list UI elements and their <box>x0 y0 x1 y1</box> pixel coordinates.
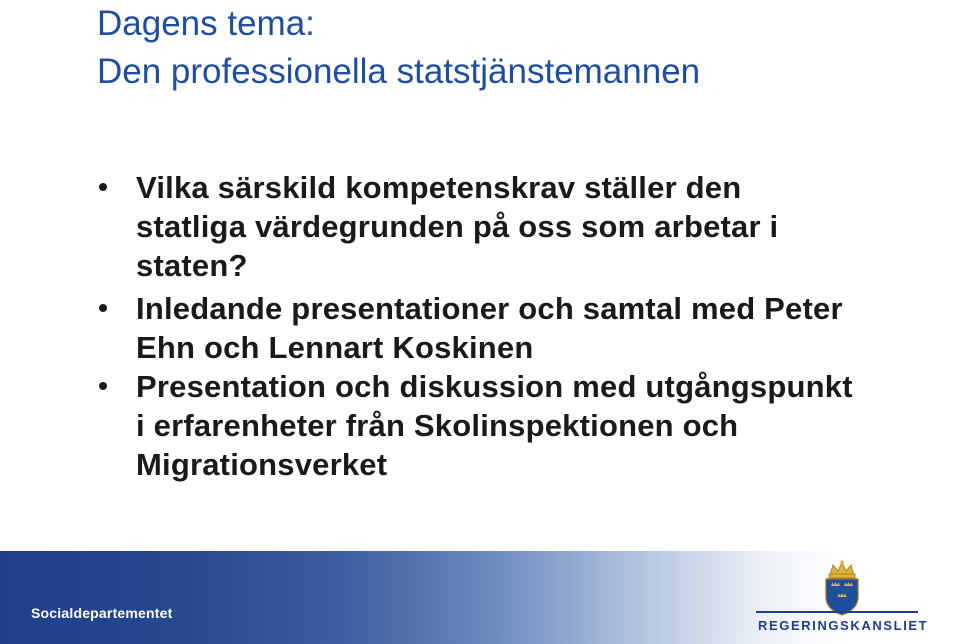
three-crowns-crest-icon <box>814 559 870 623</box>
bullet-item <box>97 367 857 484</box>
bullet-text: Presentation och diskussion med utgångspunkt i erfarenheter från Skolinspektionen och Migrationsverket <box>136 369 853 482</box>
slide-title-line2: Den professionella statstjänstemannen <box>97 52 701 91</box>
bullet-text: Vilka särskild kompetenskrav ställer den statliga värdegrunden på oss som arbetar i staten? <box>136 170 779 283</box>
bullet-dot <box>99 304 107 312</box>
footer-band <box>0 551 960 644</box>
logo-wordmark: REGERINGSKANSLIET <box>758 618 929 633</box>
logo-divider <box>756 611 918 613</box>
bullet-dot <box>99 382 107 390</box>
slide-title-line1: Dagens tema: <box>97 4 315 43</box>
slide-title <box>97 0 937 96</box>
bullet-item <box>97 168 857 285</box>
bullet-text: Inledande presentationer och samtal med Peter Ehn och Lennart Koskinen <box>136 291 843 365</box>
regeringskansliet-logo <box>756 559 929 641</box>
bullet-dot <box>99 183 107 191</box>
bullet-item <box>97 289 857 367</box>
bullet-list <box>97 168 857 484</box>
department-name: Socialdepartementet <box>31 605 173 621</box>
